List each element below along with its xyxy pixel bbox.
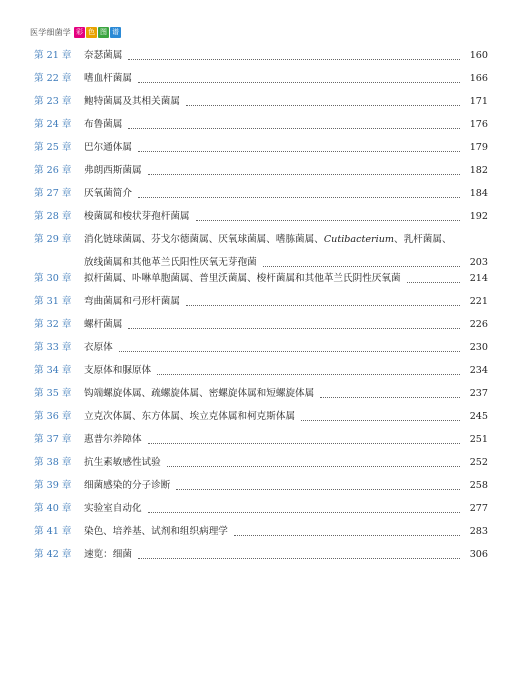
dot-leader [167, 465, 460, 467]
chapter-title: 染色、培养基、试剂和组织病理学 [84, 526, 228, 537]
dot-leader [148, 173, 460, 175]
chapter-title: 支原体和脲原体 [84, 365, 152, 376]
page-number: 160 [469, 50, 488, 61]
page-number: 176 [469, 119, 488, 130]
chapter-title: 梭菌属和梭状芽孢杆菌属 [84, 211, 190, 222]
chapter-number: 第 39 章 [34, 480, 72, 491]
chapter-title: 拟杆菌属、卟啉单胞菌属、普里沃菌属、梭杆菌属和其他革兰氏阴性厌氧菌 [84, 273, 401, 284]
chapter-number: 第 23 章 [34, 96, 72, 107]
dot-leader [128, 327, 460, 329]
toc-entry[interactable] [34, 362, 488, 385]
chapter-number: 第 42 章 [34, 549, 72, 560]
page-number: 251 [469, 434, 488, 445]
chapter-number: 第 34 章 [34, 365, 72, 376]
toc-entry[interactable] [34, 293, 488, 316]
chapter-number: 第 41 章 [34, 526, 72, 537]
dot-leader [407, 281, 460, 283]
dot-leader [301, 419, 460, 421]
chapter-number: 第 21 章 [34, 50, 72, 61]
toc-entry[interactable] [34, 93, 488, 116]
dot-leader [186, 104, 460, 106]
page-number: 252 [469, 457, 488, 468]
chapter-number: 第 36 章 [34, 411, 72, 422]
toc-entry[interactable] [34, 454, 488, 477]
dot-leader [119, 350, 460, 352]
chapter-number: 第 26 章 [34, 165, 72, 176]
chapter-number: 第 27 章 [34, 188, 72, 199]
page-number: 179 [469, 142, 488, 153]
chapter-title: 弗朗西斯菌属 [84, 165, 142, 176]
chapter-number: 第 28 章 [34, 211, 72, 222]
chapter-title: 螺杆菌属 [84, 319, 123, 330]
page-number: 182 [469, 165, 488, 176]
chapter-title: 细菌感染的分子诊断 [84, 480, 171, 491]
chapter-number: 第 40 章 [34, 503, 72, 514]
page-number: 221 [469, 296, 488, 307]
running-header [30, 25, 122, 39]
page-number: 203 [469, 257, 488, 268]
dot-leader [157, 373, 460, 375]
page-number: 237 [469, 388, 488, 399]
chapter-title: 布鲁菌属 [84, 119, 123, 130]
page-number: 283 [469, 526, 488, 537]
chapter-number: 第 25 章 [34, 142, 72, 153]
chapter-number: 第 35 章 [34, 388, 72, 399]
toc-entry[interactable] [34, 162, 488, 185]
chapter-title: 厌氧菌简介 [84, 188, 132, 199]
page-number: 214 [469, 273, 488, 284]
chapter-number: 第 30 章 [34, 273, 72, 284]
dot-leader [196, 219, 460, 221]
toc-entry[interactable] [34, 339, 488, 362]
chapter-number: 第 32 章 [34, 319, 72, 330]
dot-leader [176, 488, 460, 490]
dot-leader [138, 150, 460, 152]
toc-entry[interactable] [34, 385, 488, 408]
genus-name-italic: Cutibacterium [323, 234, 394, 245]
chapter-number: 第 29 章 [34, 234, 72, 245]
page-number: 192 [469, 211, 488, 222]
chapter-title: 实验室自动化 [84, 503, 142, 514]
dot-leader [148, 511, 460, 513]
page-number: 258 [469, 480, 488, 491]
page-number: 234 [469, 365, 488, 376]
page-number: 230 [469, 342, 488, 353]
badge-cai: 彩 [76, 27, 83, 36]
dot-leader [148, 442, 460, 444]
badge-pu: 谱 [112, 27, 119, 36]
dot-leader [128, 58, 460, 60]
chapter-title: 速览：细菌 [84, 549, 132, 560]
chapter-title: 弯曲菌属和弓形杆菌属 [84, 296, 180, 307]
toc-entry[interactable] [34, 47, 488, 70]
chapter-number: 第 22 章 [34, 73, 72, 84]
page-number: 306 [469, 549, 488, 560]
page-number: 226 [469, 319, 488, 330]
chapter-title: 钩端螺旋体属、疏螺旋体属、密螺旋体属和短螺旋体属 [84, 388, 315, 399]
chapter-title: 嗜血杆菌属 [84, 73, 132, 84]
dot-leader [128, 127, 460, 129]
chapter-number: 第 37 章 [34, 434, 72, 445]
toc-entry[interactable] [34, 139, 488, 162]
chapter-title: 惠普尔养障体 [84, 434, 142, 445]
badge-se: 色 [88, 27, 95, 36]
chapter-title: 立克次体属、东方体属、埃立克体属和柯克斯体属 [84, 411, 296, 422]
page-number: 166 [469, 73, 488, 84]
dot-leader [138, 196, 460, 198]
chapter-title: 衣原体 [84, 342, 113, 353]
page-number: 277 [469, 503, 488, 514]
toc-entry[interactable] [34, 316, 488, 339]
dot-leader [138, 81, 460, 83]
table-of-contents [34, 47, 488, 569]
dot-leader [320, 396, 460, 398]
chapter-number: 第 24 章 [34, 119, 72, 130]
toc-entry[interactable] [34, 116, 488, 139]
page-number: 245 [469, 411, 488, 422]
chapter-title: 抗生素敏感性试验 [84, 457, 161, 468]
book-title: 医学细菌学 [30, 27, 71, 37]
toc-entry[interactable] [34, 431, 488, 454]
chapter-title: 奈瑟菌属 [84, 50, 123, 61]
toc-entry[interactable] [34, 208, 488, 231]
chapter-title: 巴尔通体属 [84, 142, 132, 153]
dot-leader [263, 265, 460, 267]
chapter-title-line1: 消化链球菌属、芬戈尔德菌属、厌氧球菌属、嗜胨菌属、Cutibacterium、乳杆菌属、 [84, 234, 452, 245]
toc-entry[interactable] [34, 500, 488, 523]
dot-leader [186, 304, 460, 306]
toc-entry[interactable] [34, 270, 488, 293]
dot-leader [234, 534, 460, 536]
page-number: 184 [469, 188, 488, 199]
toc-entry[interactable] [34, 546, 488, 569]
dot-leader [138, 557, 460, 559]
page-number: 171 [469, 96, 488, 107]
chapter-number: 第 33 章 [34, 342, 72, 353]
toc-entry[interactable] [34, 185, 488, 208]
chapter-title-line2: 放线菌属和其他革兰氏阳性厌氧无芽孢菌 [84, 257, 257, 268]
chapter-title: 鲍特菌属及其相关菌属 [84, 96, 180, 107]
toc-entry[interactable] [34, 231, 488, 270]
badge-tu: 图 [100, 27, 107, 36]
toc-entry[interactable] [34, 477, 488, 500]
chapter-number: 第 31 章 [34, 296, 72, 307]
toc-entry[interactable] [34, 523, 488, 546]
toc-entry[interactable] [34, 408, 488, 431]
chapter-number: 第 38 章 [34, 457, 72, 468]
toc-entry[interactable] [34, 70, 488, 93]
